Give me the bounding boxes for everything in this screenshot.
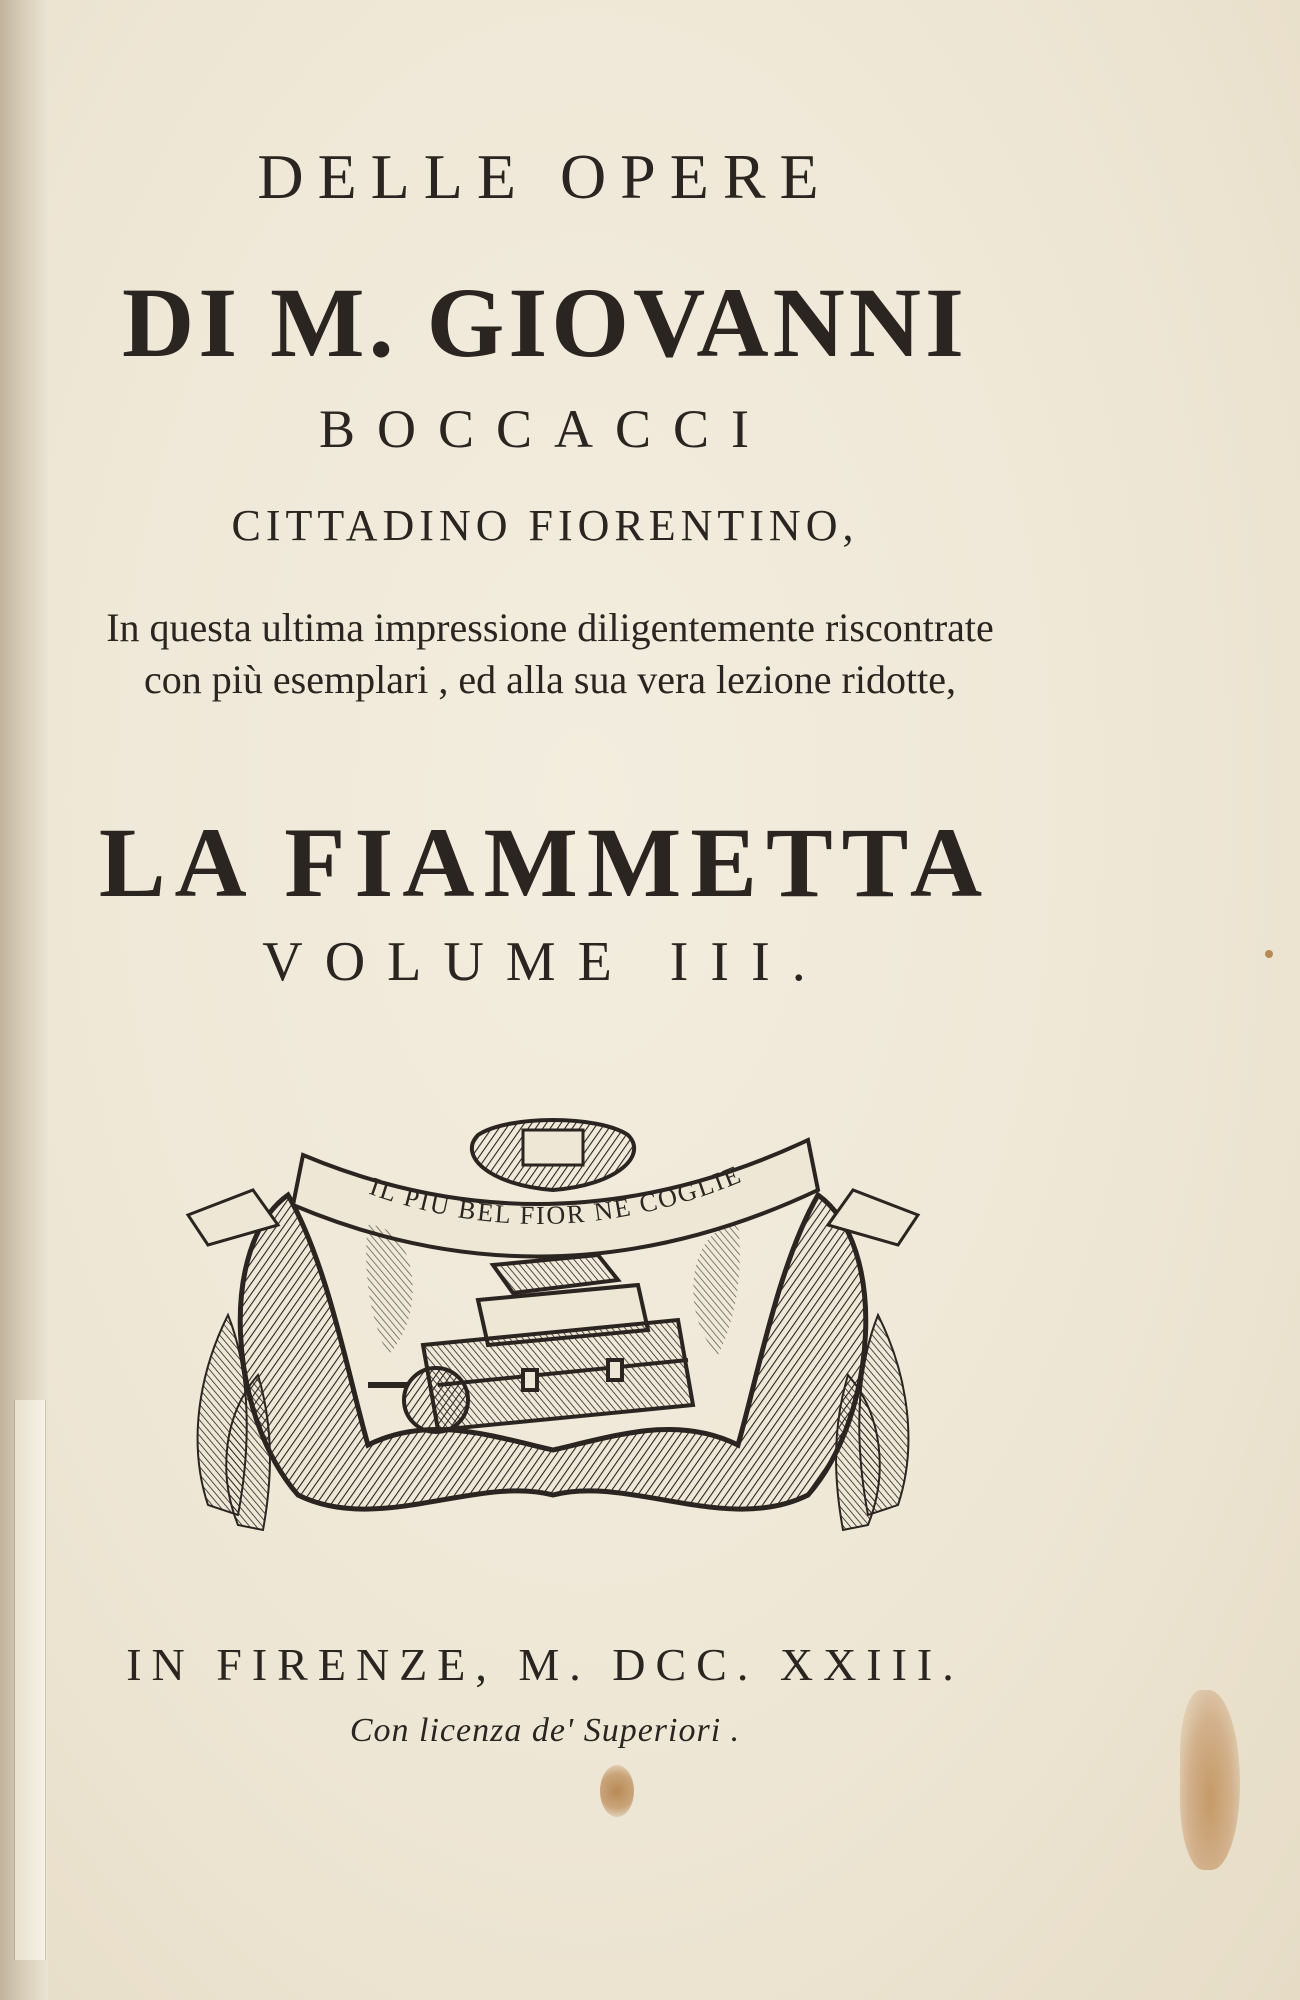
device-motto: IL PIU BEL FIOR NE COGLIE <box>366 1159 747 1231</box>
license-line: Con licenza de' Superiori . <box>349 1712 741 1749</box>
book-press-icon <box>368 1255 693 1432</box>
volume-number: VOLUME III. <box>262 931 828 993</box>
imprint-line: IN FIRENZE, M. DCC. XXIII. <box>126 1639 964 1690</box>
stain-center <box>600 1765 634 1817</box>
stain-far-right <box>1265 950 1273 958</box>
title-line-delle-opere: DELLE OPERE <box>257 141 833 212</box>
title-line-cittadino: CITTADINO FIORENTINO, <box>231 501 859 550</box>
title-line-boccacci: BOCCACCI <box>318 399 772 459</box>
title-line-giovanni: DI M. GIOVANNI <box>122 267 968 378</box>
stain-right <box>1180 1690 1240 1870</box>
printers-device-woodcut <box>178 1115 928 1545</box>
edition-statement: In questa ultima impressione diligentemente riscontrate con più esemplari , ed alla sua vera lezione ridotte, <box>106 605 994 702</box>
work-title: LA FIAMMETTA <box>98 807 992 918</box>
